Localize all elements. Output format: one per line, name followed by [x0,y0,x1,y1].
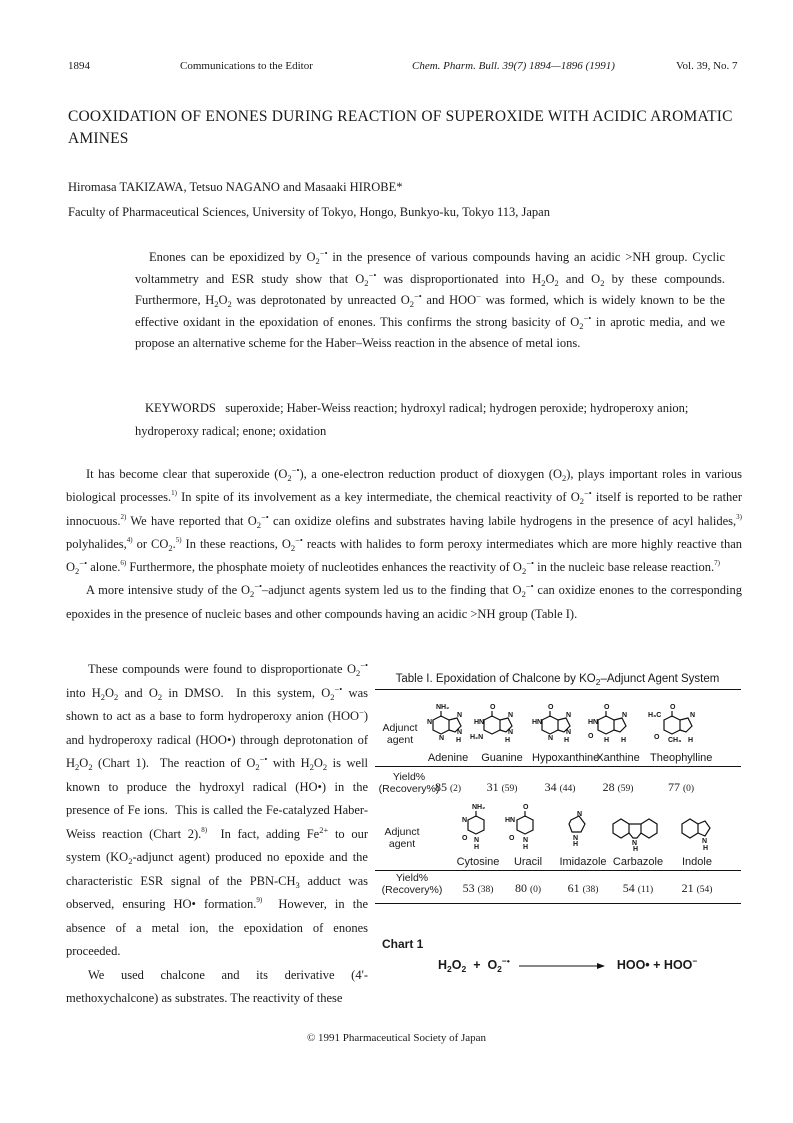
table-rule [375,870,741,871]
svg-text:HN: HN [588,719,599,726]
svg-text:N: N [508,712,514,719]
uracil-structure [507,802,547,850]
row-label-agent: Adjunct agent [382,722,418,746]
journal-citation: Chem. Pharm. Bull. 39(7) 1894—1896 (1991) [412,60,615,72]
agent-name: Imidazole [559,856,607,868]
cytosine-structure [458,802,498,850]
svg-text:O: O [548,704,554,711]
svg-text:HN: HN [474,719,485,726]
reaction-arrow [517,961,609,971]
svg-text:N: N [439,735,445,742]
body-left-column: These compounds were found to disproportionate $O_2^{-•}$ into $H_2O_2$ and $O_2$ in DMSO. In this system, $O_2^{-•}$ was shown to act as a base to form hydroperoxy anion (HOO−) and hydroperoxy radical (HOO•) through deprotonation of $H_2O_2$ (Chart 1). The reaction of $O_2^{-•}$ with $H_2O_2$ is well known to produce the hydroxyl radical (HO•) in the presence of Fe ions. This is called the Fe-catalyzed Haber-Weiss reaction (Chart 2).$^{8)}$ In fact, adding $Fe^{2+}$ to our system ($KO_2$-adjunct agent) produced no epoxide and the characteristic ESR signal of the PBN-$CH_3$ adduct was observed, ensuring HO• formation.$^{9)}$ However, in the absence of a metal ion, the epoxidation of enones proceeded. We used chalcone and its derivative (4'-methoxychalcone) as substrates. The reactivity of these [66,660,369,1005]
carbazole-structure [611,812,661,853]
svg-text:O: O [523,804,529,811]
guanine-structure [470,702,530,750]
keywords-list: superoxide; Haber-Weiss reaction; hydroxyl radical; hydrogen peroxide; hydroperoxy anion; hydroperoxy radical; enone; oxidation [135,401,689,438]
svg-text:HN: HN [532,719,543,726]
yield-value: 31 (59) [486,780,518,794]
svg-text:N: N [690,712,696,719]
svg-text:H₃C: H₃C [648,712,662,719]
chart1-equation: $H_2O_2 + O_2^{-•}$ HOO• + HOO− [438,956,698,974]
svg-text:H₂N: H₂N [470,734,484,741]
svg-text:H: H [621,737,627,744]
agent-name: Adenine [427,752,469,764]
svg-text:H: H [505,737,511,744]
agent-name: Xanthine [596,752,640,764]
svg-text:N: N [566,712,572,719]
body-intro: It has become clear that superoxide $(O_2^{-•})$, a one-electron reduction product of dioxygen $(O_2)$, plays important roles in various biological processes.$^{1)}$ In spite of its involvement as a key intermediate, the chemical reactivity of $O_2^{-•}$ itself is reported to be rather innocuous.$^{2)}$ We have reported that $O_2^{-•}$ can oxidize olefins and substrates having labile hydrogens in the presence of acyl halides,$^{3)}$ polyhalides,$^{4)}$ or $CO_2.^{5)}$ In these reactions, $O_2^{-•}$ reacts with halides to form peroxy intermediates which are more highly reactive than $O_2^{-•}$ alone.$^{6)}$ Furthermore, the phosphate moiety of nucleotides enhances the reactivity of $O_2^{-•}$ in the nucleic base release reaction.$^{7)}$ A more intensive study of the $O_2^{-•}$–adjunct agents system led us to the finding that $O_2^{-•}$ can oxidize enones to the corresponding epoxides in the presence of nucleic bases and other compounds having an acidic >NH group (Table I). [66,465,743,621]
chart1-label: Chart 1 [382,937,424,951]
svg-text:N: N [474,837,480,844]
keywords-label: KEYWORDS [145,401,216,415]
hypoxanthine-structure [532,702,582,750]
svg-text:O: O [654,734,660,741]
adenine-structure [423,702,467,750]
svg-text:O: O [670,704,676,711]
volume-info: Vol. 39, No. 7 [676,60,738,72]
svg-text:NH₂: NH₂ [472,804,486,811]
abstract: Enones can be epoxidized by $O_2^{-•}$ in the presence of various compounds having an acidic >NH group. Cyclic voltammetry and ESR study show that $O_2^{-•}$ was disproportionated into $H_2O_2$ and $O_2$ by these compounds. Furthermore, $H_2O_2$ was deprotonated by unreacted $O_2^{-•}$ and HOO− was formed, which is widely known to be the effective oxidant in the epoxidation of enones. This confirms the strong basicity of $O_2^{-•}$ in aprotic media, and we propose an alternative scheme for the Haber–Weiss reaction in the absence of metal ions. [135,248,726,350]
yield-value: 54 (11) [622,881,654,895]
svg-text:O: O [604,704,610,711]
svg-text:N: N [573,835,579,842]
agent-name: Theophylline [650,752,713,764]
row-label-yield: Yield% (Recovery%) [381,872,443,896]
agent-name: Cytosine [456,856,500,868]
agent-name: Uracil [513,856,543,868]
table-rule [375,766,741,767]
svg-text:N: N [457,712,463,719]
theophylline-structure [648,702,710,752]
yield-value: 80 (0) [514,881,542,895]
agent-name: Indole [682,856,712,868]
yield-value: 85 (2) [434,780,462,794]
svg-text:N: N [462,817,468,824]
yield-value: 34 (44) [544,780,576,794]
svg-text:N: N [702,838,708,845]
agent-name: Carbazole [612,856,664,868]
svg-text:NH₂: NH₂ [436,704,450,711]
svg-text:N: N [566,729,572,736]
svg-text:N: N [523,837,529,844]
row-label-agent: Adjunct agent [384,826,420,850]
svg-text:N: N [427,719,433,726]
row-label-yield: Yield% (Recovery%) [378,771,440,795]
svg-text:H: H [564,737,570,744]
svg-text:O: O [490,704,496,711]
svg-text:N: N [577,811,583,818]
svg-text:HN: HN [505,817,516,824]
svg-text:O: O [509,835,515,842]
svg-text:H: H [688,737,694,744]
table-caption: Table I. Epoxidation of Chalcone by $KO_2$–Adjunct Agent System [395,673,720,687]
svg-text:H: H [474,844,480,851]
copyright-footer: © 1991 Pharmaceutical Society of Japan [306,1032,487,1044]
yield-value: 53 (38) [462,881,494,895]
authors: Hiromasa TAKIZAWA, Tetsuo NAGANO and Masaaki HIROBE* [68,180,403,194]
svg-text:H: H [523,844,529,851]
agent-name: Hypoxanthine [532,752,600,764]
svg-text:H: H [604,737,610,744]
svg-text:O: O [588,733,594,740]
yield-value: 21 (54) [681,881,713,895]
svg-text:H: H [633,846,639,853]
svg-text:N: N [548,735,554,742]
yield-value: 61 (38) [567,881,599,895]
running-section: Communications to the Editor [180,60,313,72]
table-top-rule [375,689,741,690]
svg-text:N: N [622,712,628,719]
page-number: 1894 [68,60,90,72]
svg-text:N: N [632,840,638,847]
yield-value: 77 (0) [667,780,695,794]
svg-text:N: N [508,729,514,736]
xanthine-structure [588,702,638,750]
svg-text:H: H [573,841,579,848]
table-bottom-rule [375,903,741,904]
svg-text:H: H [456,737,462,744]
yield-value: 28 (59) [602,780,634,794]
paper-title: COOXIDATION OF ENONES DURING REACTION OF SUPEROXIDE WITH ACIDIC AROMATIC AMINES [68,108,733,147]
affiliation: Faculty of Pharmaceutical Sciences, University of Tokyo, Hongo, Bunkyo-ku, Tokyo 113, Japan [68,205,550,219]
imidazole-structure [563,810,593,846]
svg-text:H: H [703,845,709,852]
svg-text:N: N [457,729,463,736]
agent-name: Guanine [481,752,523,764]
indole-structure [680,812,716,852]
keywords [135,397,725,443]
svg-text:O: O [462,835,468,842]
svg-text:CH₃: CH₃ [668,737,682,744]
